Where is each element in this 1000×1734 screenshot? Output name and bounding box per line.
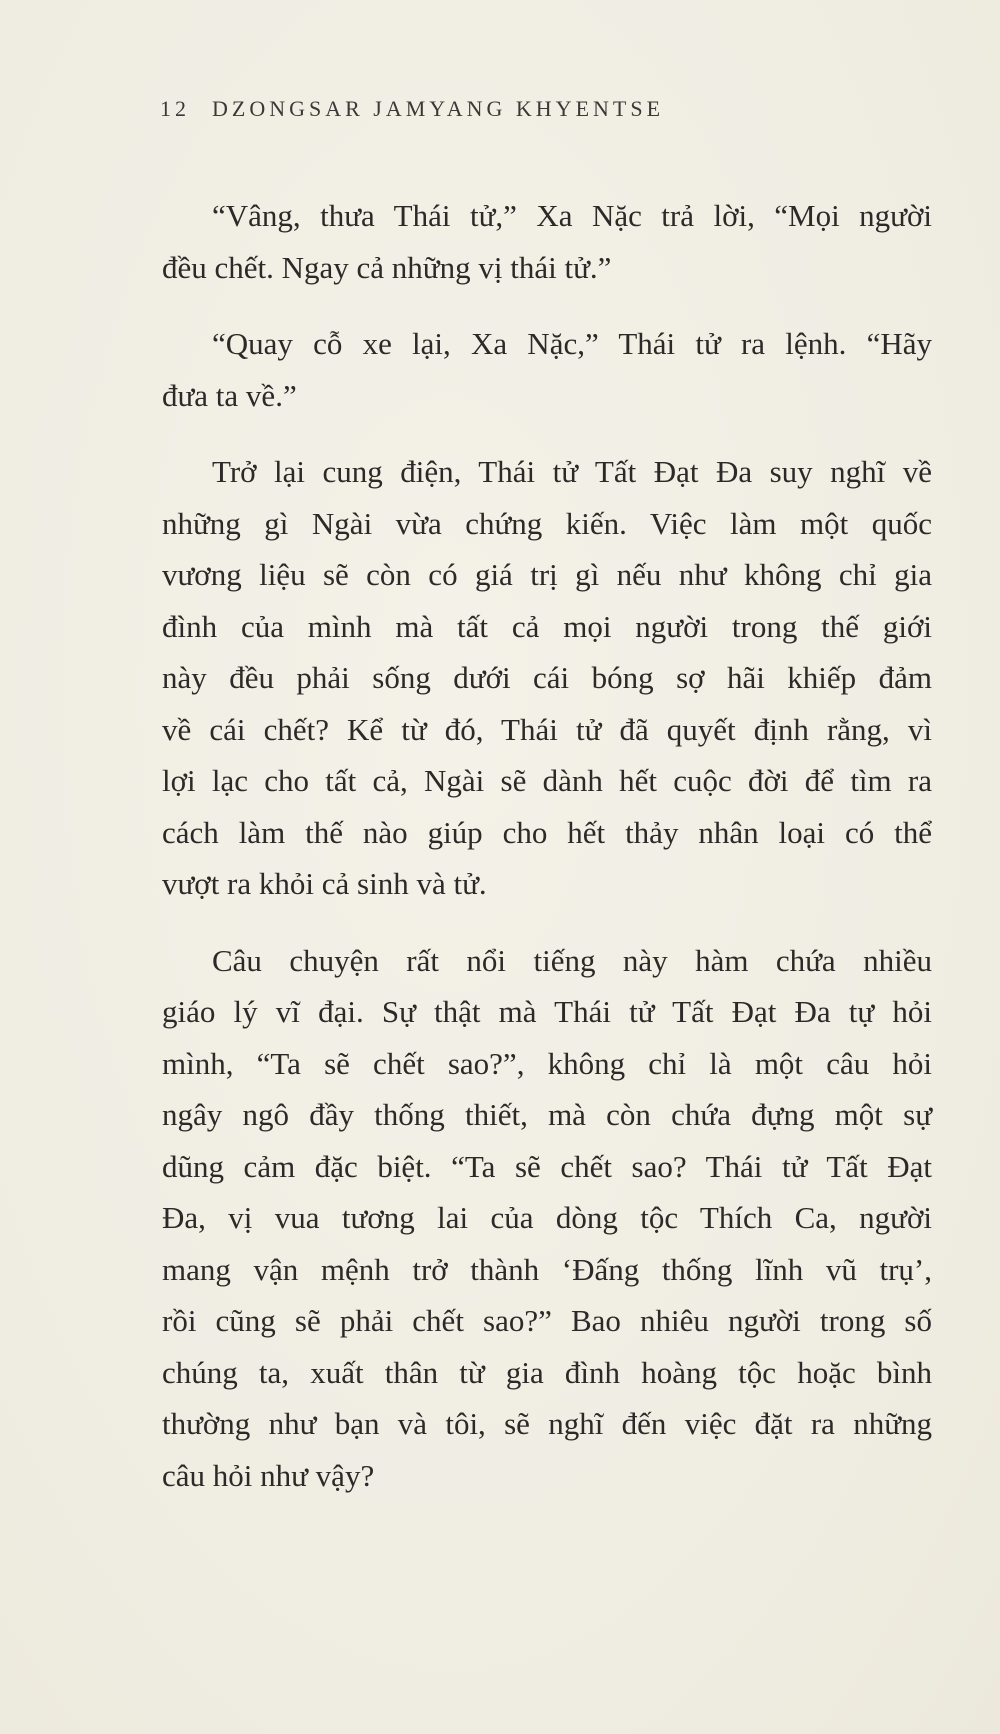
text-line: này đều phải sống dưới cái bóng sợ hãi khiếp đảm xyxy=(162,660,932,695)
text-line: chúng ta, xuất thân từ gia đình hoàng tộc hoặc bình xyxy=(162,1354,932,1390)
text-line: vượt ra khỏi cả sinh và tử. xyxy=(162,866,487,901)
paragraph-3 xyxy=(162,446,932,910)
running-title: DZONGSAR JAMYANG KHYENTSE xyxy=(212,96,665,121)
page-number: 12 xyxy=(160,96,190,121)
text-line: câu hỏi như vậy? xyxy=(162,1457,375,1493)
text-line: rồi cũng sẽ phải chết sao?” Bao nhiêu người trong số xyxy=(162,1303,932,1338)
text-line: giáo lý vĩ đại. Sự thật mà Thái tử Tất Đạt Đa tự hỏi xyxy=(162,994,932,1029)
text-line: “Vâng, thưa Thái tử,” Xa Nặc trả lời, “Mọi người xyxy=(212,198,932,233)
text-line: dũng cảm đặc biệt. “Ta sẽ chết sao? Thái tử Tất Đạt xyxy=(162,1148,932,1184)
text-line: thường như bạn và tôi, sẽ nghĩ đến việc đặt ra những xyxy=(162,1406,932,1441)
paragraph-4 xyxy=(162,935,932,1502)
paragraph-2 xyxy=(162,318,932,421)
text-line: đưa ta về.” xyxy=(162,377,297,413)
text-line: Trở lại cung điện, Thái tử Tất Đạt Đa suy nghĩ về xyxy=(212,454,932,489)
text-line: Câu chuyện rất nổi tiếng này hàm chứa nhiều xyxy=(212,942,932,978)
text-line: ngây ngô đầy thống thiết, mà còn chứa đựng một sự xyxy=(162,1097,932,1132)
text-line: những gì Ngài vừa chứng kiến. Việc làm một quốc xyxy=(162,505,932,541)
text-line: mang vận mệnh trở thành ‘Đấng thống lĩnh vũ trụ’, xyxy=(162,1251,932,1287)
text-line: mình, “Ta sẽ chết sao?”, không chỉ là một câu hỏi xyxy=(162,1045,932,1081)
text-line: đều chết. Ngay cả những vị thái tử.” xyxy=(162,249,612,285)
text-line: về cái chết? Kể từ đó, Thái tử đã quyết định rằng, vì xyxy=(162,711,932,747)
text-line: “Quay cỗ xe lại, Xa Nặc,” Thái tử ra lệnh. “Hãy xyxy=(212,326,932,361)
running-header xyxy=(160,96,664,122)
text-line: Đa, vị vua tương lai của dòng tộc Thích Ca, người xyxy=(162,1200,932,1235)
text-line: cách làm thế nào giúp cho hết thảy nhân loại có thể xyxy=(162,814,932,850)
paragraph-1 xyxy=(162,190,932,293)
text-line: vương liệu sẽ còn có giá trị gì nếu như không chỉ gia xyxy=(162,557,932,592)
body-text xyxy=(162,190,932,1526)
text-line: lợi lạc cho tất cả, Ngài sẽ dành hết cuộc đời để tìm ra xyxy=(162,763,932,798)
text-line: đình của mình mà tất cả mọi người trong thế giới xyxy=(162,608,932,644)
